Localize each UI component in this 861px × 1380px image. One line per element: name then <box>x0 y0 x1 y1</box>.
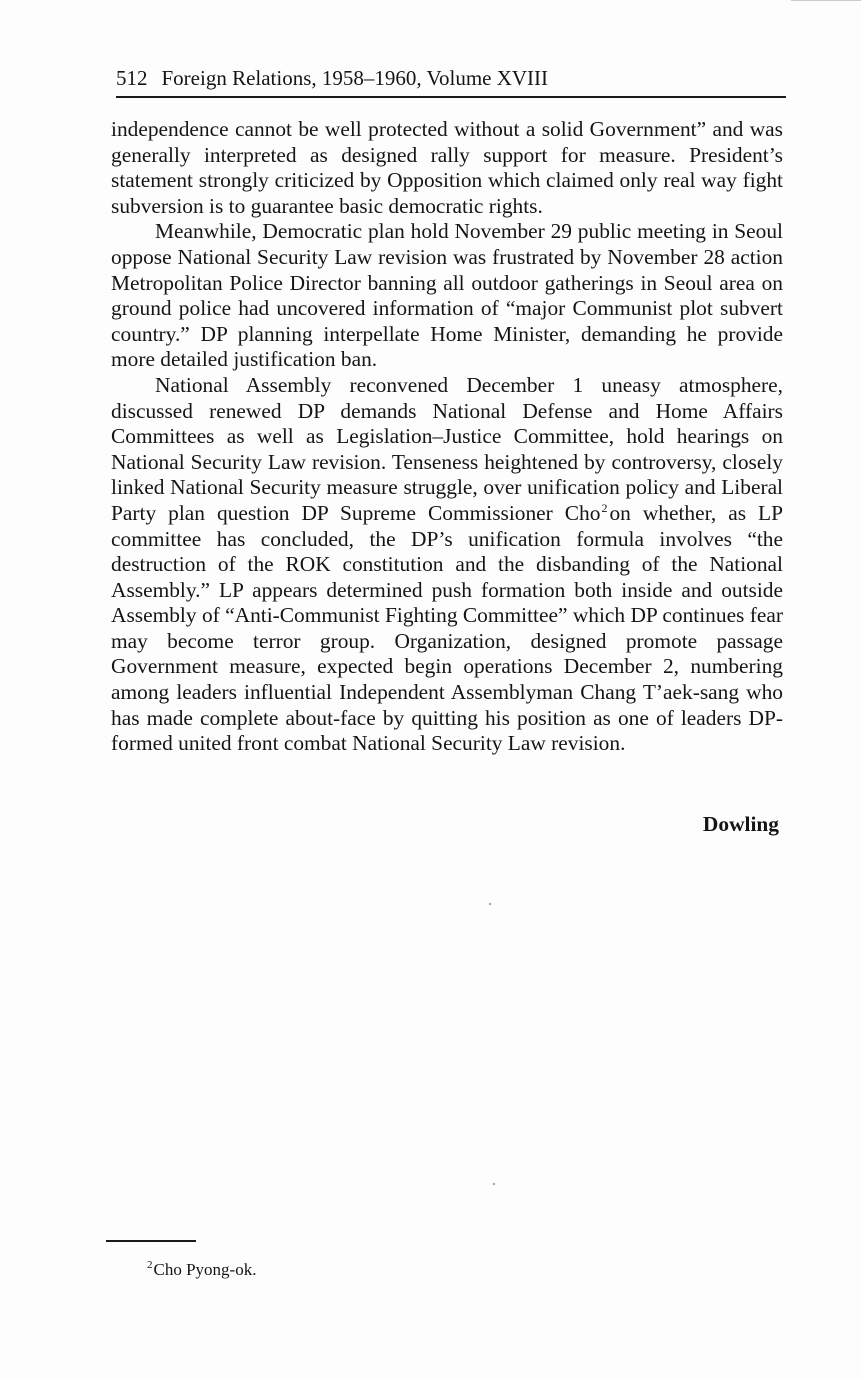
running-header <box>116 64 786 98</box>
paragraph-3-text-before-ref: National Assembly reconvened December 1 uneasy atmosphere, discussed renewed DP demands National Defense and Home Affairs Committees as well as Legislation–Justice Committee, hold hearings on National Security Law revision. Tenseness heightened by controversy, closely linked National Security measure struggle, over unification policy and Liberal Party plan question DP Supreme Commissioner Cho <box>111 372 783 525</box>
paragraph-2: Meanwhile, Democratic plan hold November 29 public meeting in Seoul oppose National Security Law revision was frustrated by November 28 action Metropolitan Police Director banning all outdoor gatherings in Seoul area on ground police had uncovered information of “major Communist plot subvert country.” DP planning interpellate Home Minister, demanding he provide more detailed justification ban. <box>111 219 783 372</box>
scan-speck <box>489 903 491 905</box>
page-edge-line <box>791 0 861 1</box>
scan-speck <box>493 1183 495 1185</box>
footnote-text: Cho Pyong-ok. <box>153 1260 257 1279</box>
footnote-reference[interactable]: 2 <box>601 500 608 515</box>
signature: Dowling <box>702 812 779 836</box>
footnote <box>147 1258 256 1282</box>
paragraph-3-text-after-ref: on whether, as LP committee has concluded, the DP’s unification formula involves “the destruction of the ROK constitution and the disbanding of the National Assembly.” LP appears determined push formation both inside and outside Assembly of “Anti-Communist Fighting Committee” which DP continues fear may become terror group. Organization, designed promote passage Government measure, expected begin operations December 2, numbering among leaders influential Independent Assemblyman Chang T’aek-sang who has made complete about-face by quitting his position as one of leaders DP-formed united front combat National Security Law revision. <box>111 500 783 756</box>
page-number: 512 <box>116 66 148 90</box>
document-body <box>111 117 783 757</box>
paragraph-1: independence cannot be well protected without a solid Government” and was generally interpreted as designed rally support for measure. President’s statement strongly criticized by Opposition which claimed only real way fight subversion is to guarantee basic democratic rights. <box>111 117 783 218</box>
volume-title: Foreign Relations, 1958–1960, Volume XVIII <box>161 66 549 90</box>
footnote-divider <box>106 1240 196 1242</box>
paragraph-3 <box>111 373 783 757</box>
footnote-mark: 2 <box>147 1259 153 1272</box>
